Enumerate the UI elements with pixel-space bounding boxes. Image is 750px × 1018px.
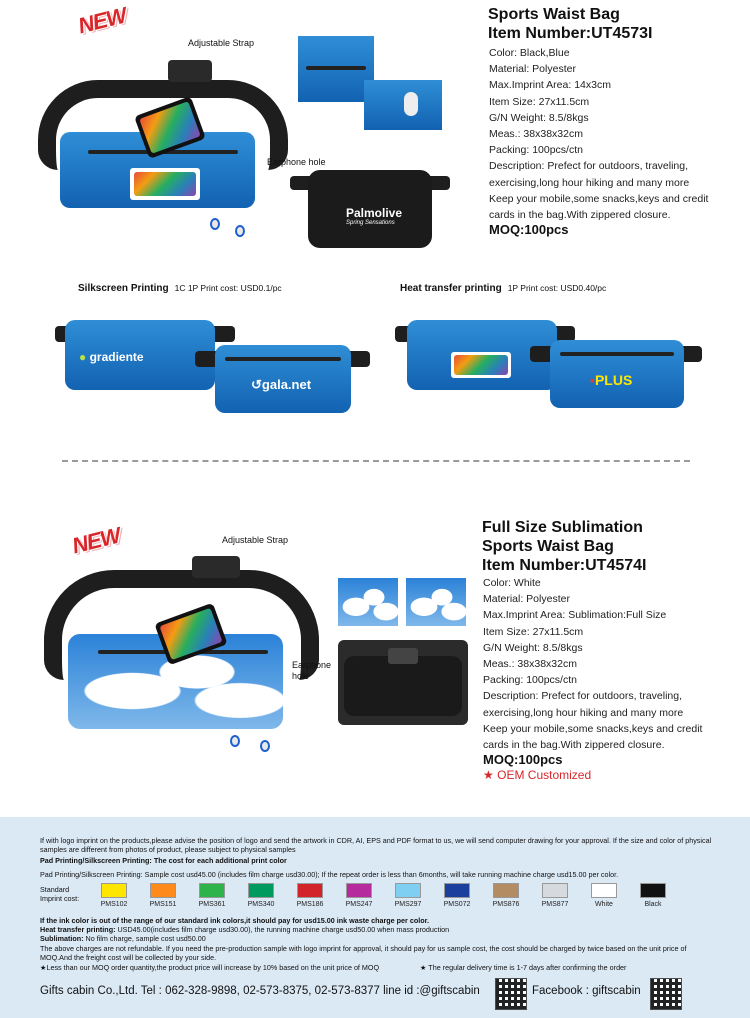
new-badge: NEW <box>69 522 123 559</box>
product-image-main <box>40 550 320 750</box>
swatch-label: PMS876 <box>492 901 520 908</box>
moq: MOQ:100pcs <box>483 752 563 767</box>
swatch-label: PMS340 <box>247 901 275 908</box>
color-swatch <box>92 883 136 908</box>
product-image-main <box>30 50 295 240</box>
spec-line: Packing: 100pcs/ctn <box>483 674 577 687</box>
sublimation-note: Sublimation: No film charge, sample cost usd50.00 <box>40 934 206 943</box>
color-swatch <box>582 883 626 908</box>
spec-line: Meas.: 38x38x32cm <box>483 658 577 671</box>
standard-label: Standard Imprint cost: <box>40 885 80 903</box>
spec-line: Packing: 100pcs/ctn <box>489 144 583 157</box>
color-swatch <box>533 883 577 908</box>
pad-detail: Pad Printing/Silkscreen Printing: Sample cost usd45.00 (includes film charge usd30.00); If the repeat order is less than 6months, will take running machine charge usd15.00 per color. <box>40 870 619 879</box>
spec-line: Description: Prefect for outdoors, traveling, <box>483 690 683 703</box>
swatch-color-chip <box>591 883 617 898</box>
delivery-note: ★ The regular delivery time is 1-7 days after confirming the order <box>420 963 627 972</box>
swatch-color-chip <box>444 883 470 898</box>
refund-note: The above charges are not refundable. If you need the pre-production sample with logo imprint for approval, it should pay for us sample cost, the cost should be charged by twice based on the unit price of MOQ.And the freight cost will be collected by your side. <box>40 944 687 962</box>
spec-line: Max.Imprint Area: Sublimation:Full Size <box>483 609 667 622</box>
earphone-label: Earphone hole <box>267 157 326 167</box>
spec-line: Color: Black,Blue <box>489 47 570 59</box>
silkscreen-heading: Silkscreen Printing 1C 1P Print cost: USD0.1/pc <box>78 283 282 294</box>
gradiente-logo: ● gradiente <box>79 350 144 364</box>
contact-line: Gifts cabin Co.,Ltd. Tel : 062-328-9898, 02-573-8375, 02-573-8377 line id :@giftscabin <box>40 985 480 997</box>
swatch-label: PMS186 <box>296 901 324 908</box>
color-swatch <box>435 883 479 908</box>
product-title-line-2: Sports Waist Bag <box>482 538 614 555</box>
swatch-color-chip <box>248 883 274 898</box>
earbud-icon <box>260 740 270 752</box>
spec-line: G/N Weight: 8.5/8kgs <box>489 111 589 124</box>
detail-photo-zip <box>338 578 398 626</box>
swatch-color-chip <box>395 883 421 898</box>
spec-line: Keep your mobile,some snacks,keys and credit <box>489 192 709 205</box>
color-swatch <box>288 883 332 908</box>
swatch-label: PMS102 <box>100 901 128 908</box>
spec-line: Description: Prefect for outdoors, traveling, <box>489 160 689 173</box>
heat-transfer-heading: Heat transfer printing 1P Print cost: USD0.40/pc <box>400 283 607 294</box>
product-title-line-1: Full Size Sublimation <box>482 519 643 536</box>
detail-photo-earphone <box>406 578 466 626</box>
spec-line: Meas.: 38x38x32cm <box>489 128 583 141</box>
swatch-label: PMS361 <box>198 901 226 908</box>
color-swatch <box>141 883 185 908</box>
new-badge: NEW <box>75 2 129 39</box>
oem-note: ★ OEM Customized <box>483 768 592 782</box>
color-swatch <box>239 883 283 908</box>
color-swatch <box>337 883 381 908</box>
section-divider <box>62 460 690 462</box>
swatch-label: PMS297 <box>394 901 422 908</box>
detail-photo-zip <box>298 36 374 102</box>
line-qr-code <box>495 978 527 1010</box>
detail-photo-earphone <box>364 80 442 130</box>
color-swatch <box>190 883 234 908</box>
spec-line: Material: Polyester <box>489 63 576 76</box>
swatch-color-chip <box>640 883 666 898</box>
silkscreen-bag-2 <box>195 345 370 413</box>
footer-intro: If with logo imprint on the products,please advise the position of logo and send the artwork in CDR, AI, EPS and PDF format to us, we will send computer drawing for your approval. If the size and color of physical samples are different from photos of product, please subject to physical samples <box>40 836 712 854</box>
swatch-label: Black <box>644 901 662 908</box>
buckle-icon <box>168 60 212 82</box>
heat-transfer-note: Heat transfer printing: USD45.00(includes film charge usd30.00), the running machine charge usd50.00 when mass production <box>40 925 450 934</box>
spec-line: exercising,long hour hiking and many more <box>483 706 684 719</box>
swatch-label: PMS072 <box>443 901 471 908</box>
swatch-color-chip <box>297 883 323 898</box>
black-bag-image <box>290 170 450 248</box>
buckle-icon <box>192 556 240 578</box>
ink-note: If the ink color is out of the range of our standard ink colors,it should pay for usd15.00 ink waste charge per color. <box>40 916 429 925</box>
earbud-icon <box>230 735 240 747</box>
spec-line: Item Size: 27x11.5cm <box>489 95 590 108</box>
swatch-label: PMS151 <box>149 901 177 908</box>
swatch-label: White <box>595 901 613 908</box>
spec-list <box>489 45 747 223</box>
strap-label: Adjustable Strap <box>188 38 255 48</box>
swatch-color-chip <box>542 883 568 898</box>
swatch-label: PMS247 <box>345 901 373 908</box>
swatch-color-chip <box>150 883 176 898</box>
spec-line: G/N Weight: 8.5/8kgs <box>483 641 583 654</box>
swatch-color-chip <box>199 883 225 898</box>
facebook-qr-code <box>650 978 682 1010</box>
color-swatch <box>631 883 675 908</box>
swatch-color-chip <box>493 883 519 898</box>
moq: MOQ:100pcs <box>489 222 569 237</box>
item-number: Item Number:UT4573I <box>488 25 653 42</box>
facebook-line: Facebook : giftscabin <box>532 985 641 997</box>
item-number: Item Number:UT4574I <box>482 557 647 574</box>
back-view-photo <box>338 640 468 725</box>
spec-line: Color: White <box>483 577 541 589</box>
spec-list <box>483 575 748 753</box>
plus-logo: ▪PLUS <box>590 372 633 388</box>
gala-logo: ↺gala.net <box>251 377 312 392</box>
color-swatch <box>484 883 528 908</box>
swatch-color-chip <box>346 883 372 898</box>
spec-line: Material: Polyester <box>483 593 570 606</box>
heat-bag-2 <box>530 340 702 408</box>
spec-line: Max.Imprint Area: 14x3cm <box>489 79 611 92</box>
star-icon: ★ <box>483 768 494 782</box>
spec-line: cards in the bag.With zippered closure. <box>489 209 671 222</box>
swatch-label: PMS877 <box>541 901 569 908</box>
swatch-color-chip <box>101 883 127 898</box>
pad-heading: Pad Printing/Silkscreen Printing: The cost for each additional print color <box>40 856 287 865</box>
palmolive-logo: Palmolive Spring Sensations <box>346 206 403 226</box>
earphone-label: Earphone hole <box>292 660 332 681</box>
spec-line: Item Size: 27x11.5cm <box>483 625 584 638</box>
earbud-icon <box>210 218 220 230</box>
strap-label: Adjustable Strap <box>222 535 289 545</box>
product-title: Sports Waist Bag <box>488 6 620 23</box>
color-swatch <box>386 883 430 908</box>
moq-note: ★Less than our MOQ order quantity,the product price will increase by 10% based on the unit price of MOQ <box>40 963 380 972</box>
spec-line: exercising,long hour hiking and many more <box>489 176 690 189</box>
spec-line: cards in the bag.With zippered closure. <box>483 739 665 752</box>
earbud-icon <box>235 225 245 237</box>
spec-line: Keep your mobile,some snacks,keys and credit <box>483 722 703 735</box>
